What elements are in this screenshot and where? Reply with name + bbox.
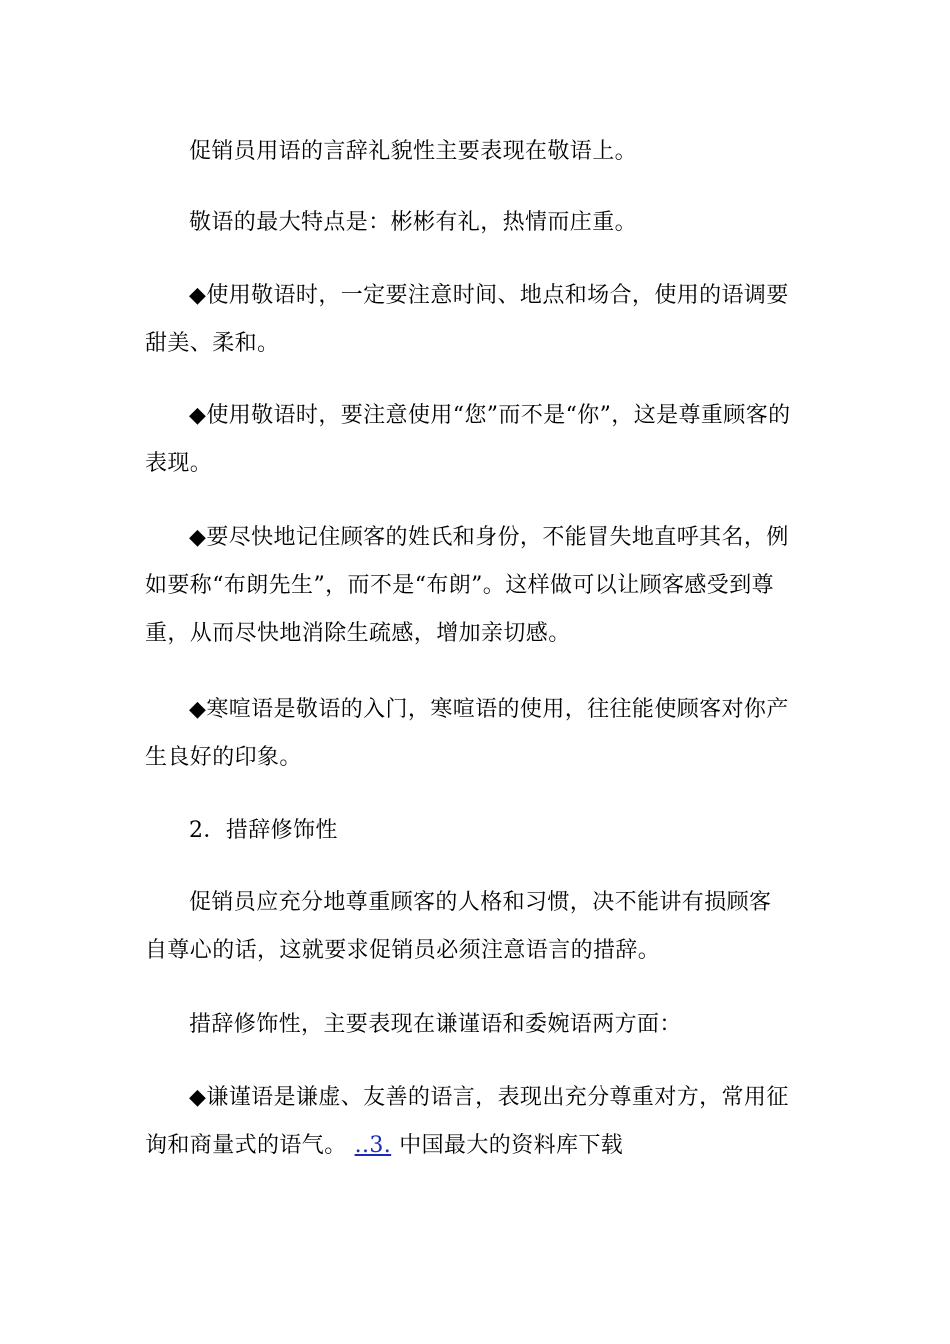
paragraph-wording-aspects: 措辞修饰性，主要表现在谦谨语和委婉语两方面： <box>189 1012 682 1037</box>
paragraph-honorific-timing: ◆使用敬语时，一定要注意时间、地点和场合，使用的语调要甜美、柔和。 <box>145 283 789 356</box>
paragraph-honorific-nin: ◆使用敬语时，要注意使用“您”而不是“你”，这是尊重顾客的表现。 <box>145 403 791 476</box>
footer-source-text: 中国最大的资料库下载 <box>399 1133 624 1158</box>
paragraph-respect-customers: 促销员应充分地尊重顾客的人格和习惯，决不能讲有损顾客自尊心的话，这就要求促销员必须注意语言的措辞。 <box>145 890 772 963</box>
page-number-link[interactable]: ..3. <box>354 1133 392 1158</box>
section-heading-wording: 2．措辞修饰性 <box>189 818 338 843</box>
paragraph-honorific-feature: 敬语的最大特点是：彬彬有礼，热情而庄重。 <box>189 210 638 235</box>
paragraph-politeness-intro: 促销员用语的言辞礼貌性主要表现在敬语上。 <box>189 139 638 164</box>
paragraph-greetings: ◆寒喧语是敬语的入门，寒喧语的使用，往往能使顾客对你产生良好的印象。 <box>145 697 789 770</box>
paragraph-remember-names: ◆要尽快地记住顾客的姓氏和身份，不能冒失地直呼其名，例如要称“布朗先生”，而不是“布朗”。这样做可以让顾客感受到尊重，从而尽快地消除生疏感，增加亲切感。 <box>145 525 789 646</box>
modest-language-text: ◆谦谨语是谦虚、友善的语言，表现出充分尊重对方，常用征询和商量式的语气。 <box>145 1085 789 1158</box>
paragraph-modest-language <box>145 1074 793 1170</box>
